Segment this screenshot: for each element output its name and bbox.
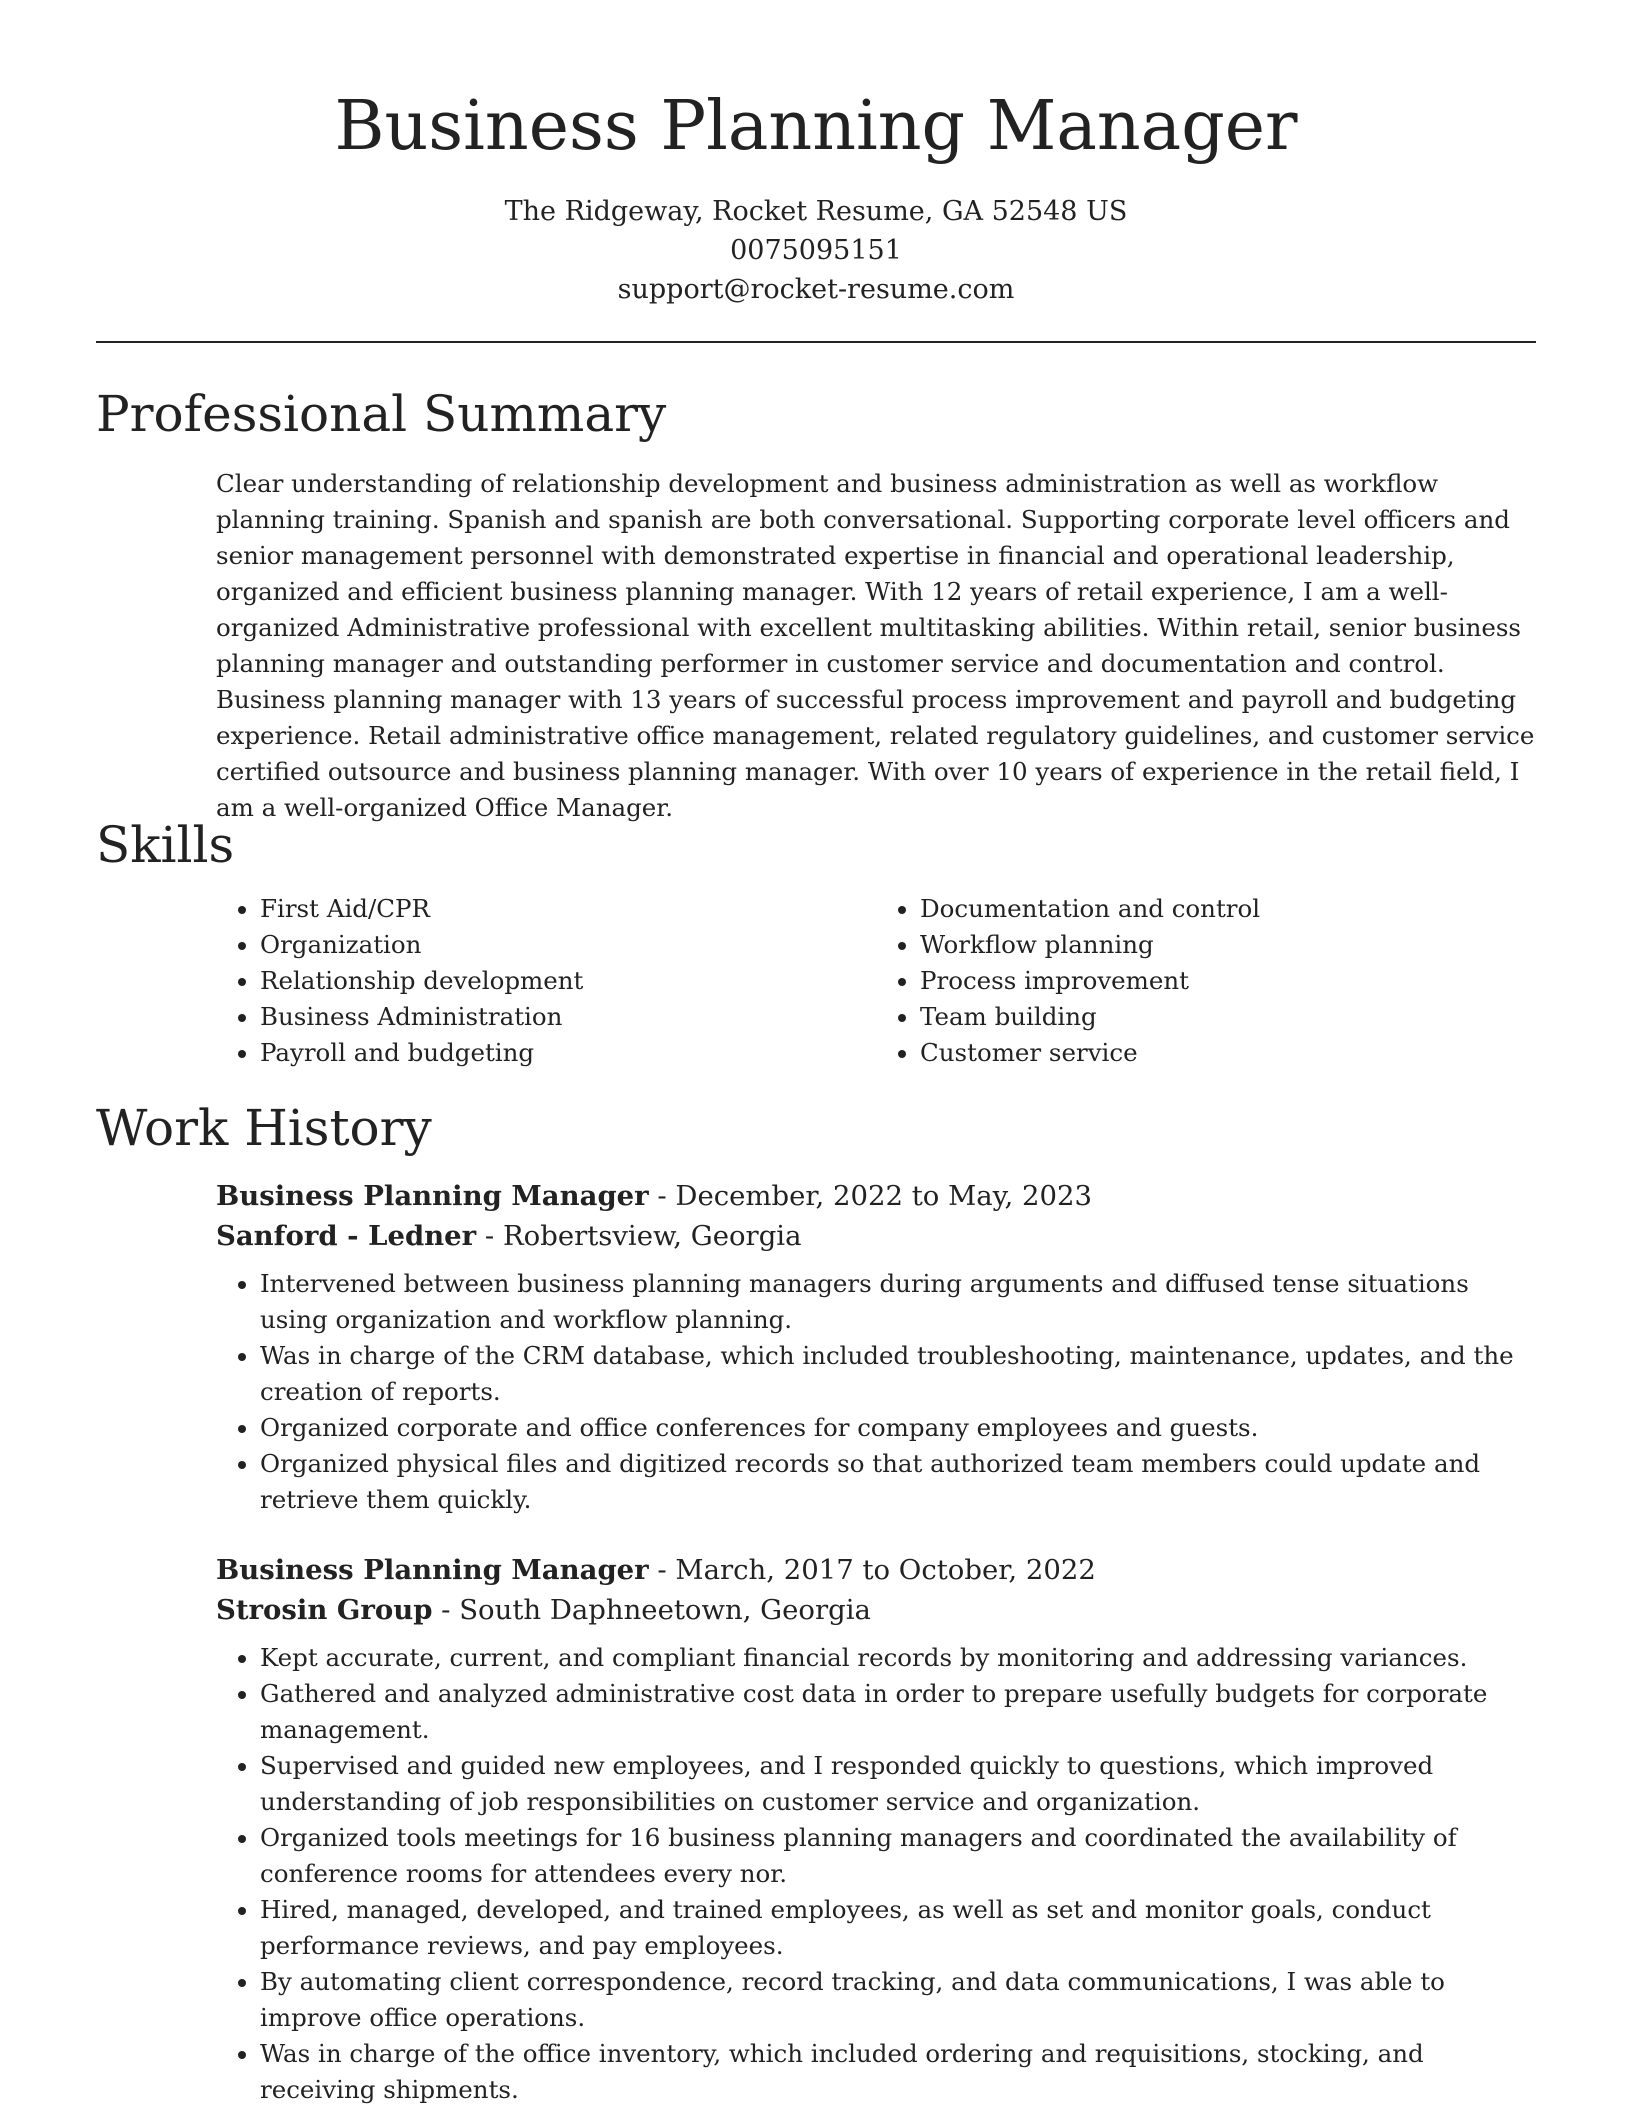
skill-item: • Payroll and budgeting	[260, 1035, 876, 1071]
job-bullet: • Was in charge of the CRM database, which included troubleshooting, maintenance, updates, and the creation of reports.	[260, 1338, 1536, 1410]
job-location: - South Daphneetown, Georgia	[432, 1594, 871, 1626]
professional-summary-section	[96, 384, 1536, 826]
skill-item: • Workflow planning	[920, 927, 1536, 963]
job-dates: - December, 2022 to May, 2023	[648, 1180, 1092, 1212]
job-company: Strosin Group	[216, 1594, 433, 1626]
job-role: Business Planning Manager	[216, 1554, 649, 1586]
job-company: Sanford - Ledner	[216, 1220, 477, 1252]
job-bullet: • Gathered and analyzed administrative cost data in order to prepare usefully budgets for corporate management.	[260, 1676, 1536, 1748]
job-bullet: • Organized physical files and digitized records so that authorized team members could update and retrieve them quickly.	[260, 1446, 1536, 1518]
candidate-name: Business Planning Manager	[334, 87, 1298, 166]
job-bullet: • Intervened between business planning managers during arguments and diffused tense situations using organization and workflow planning.	[260, 1266, 1536, 1338]
job-bullets	[216, 1640, 1536, 2108]
skill-item: • Business Administration	[260, 999, 876, 1035]
job-bullet: • Organized tools meetings for 16 business planning managers and coordinated the availability of conference rooms for attendees every nor.	[260, 1820, 1536, 1892]
job-entry	[216, 1550, 1536, 2108]
job-bullet: • Kept accurate, current, and compliant financial records by monitoring and addressing variances.	[260, 1640, 1536, 1676]
job-role: Business Planning Manager	[216, 1180, 649, 1212]
skill-item: • Customer service	[920, 1035, 1536, 1071]
job-dates: - March, 2017 to October, 2022	[648, 1554, 1096, 1586]
section-title-skills: Skills	[96, 816, 235, 874]
job-entry	[216, 1176, 1536, 1518]
contact-block	[0, 192, 1632, 309]
contact-address: The Ridgeway, Rocket Resume, GA 52548 US	[504, 196, 1128, 227]
skill-item: • Organization	[260, 927, 876, 963]
job-bullet: • Organized corporate and office conferences for company employees and guests.	[260, 1410, 1536, 1446]
job-bullet: • Hired, managed, developed, and trained employees, as well as set and monitor goals, conduct performance reviews, and pay employees.	[260, 1892, 1536, 1964]
job-title-line	[216, 1176, 1536, 1216]
section-title-summary: Professional Summary	[96, 385, 667, 443]
resume-header	[0, 0, 1632, 309]
work-history-section	[96, 1098, 1536, 2108]
job-bullet: • By automating client correspondence, record tracking, and data communications, I was able to improve office operations.	[260, 1964, 1536, 2036]
job-bullet: • Supervised and guided new employees, and I responded quickly to questions, which improved understanding of job responsibilities on customer service and organization.	[260, 1748, 1536, 1820]
job-company-line	[216, 1216, 1536, 1256]
job-bullets	[216, 1266, 1536, 1518]
job-bullet: • Was in charge of the office inventory, which included ordering and requisitions, stocking, and receiving shipments.	[260, 2036, 1536, 2108]
header-divider	[96, 341, 1536, 343]
job-title-line	[216, 1550, 1536, 1590]
section-title-work-history: Work History	[96, 1099, 432, 1157]
skill-item: • Team building	[920, 999, 1536, 1035]
skill-item: • First Aid/CPR	[260, 891, 876, 927]
skill-item: • Documentation and control	[920, 891, 1536, 927]
skills-section	[96, 815, 1536, 1071]
skills-columns	[216, 891, 1536, 1071]
job-location: - Robertsview, Georgia	[476, 1220, 802, 1252]
skills-column-right	[876, 891, 1536, 1071]
skill-item: • Process improvement	[920, 963, 1536, 999]
summary-text: Clear understanding of relationship development and business administration as well as workflow planning training. Spanish and spanish are both conversational. Supporting corporate level officers and senior management personnel with demonstrated expertise in financial and operational leadership, organized and efficient business planning manager. With 12 years of retail experience, I am a well-organized Administrative professional with excellent multitasking abilities. Within retail, senior business planning manager and outstanding performer in customer service and documentation and control. Business planning manager with 13 years of successful process improvement and payroll and budgeting experience. Retail administrative office management, related regulatory guidelines, and customer service certified outsource and business planning manager. With over 10 years of experience in the retail field, I am a well-organized Office Manager.	[216, 469, 1535, 822]
contact-email: support@rocket-resume.com	[617, 274, 1015, 305]
skill-item: • Relationship development	[260, 963, 876, 999]
job-company-line	[216, 1590, 1536, 1630]
skills-column-left	[216, 891, 876, 1071]
contact-phone: 0075095151	[730, 235, 902, 266]
